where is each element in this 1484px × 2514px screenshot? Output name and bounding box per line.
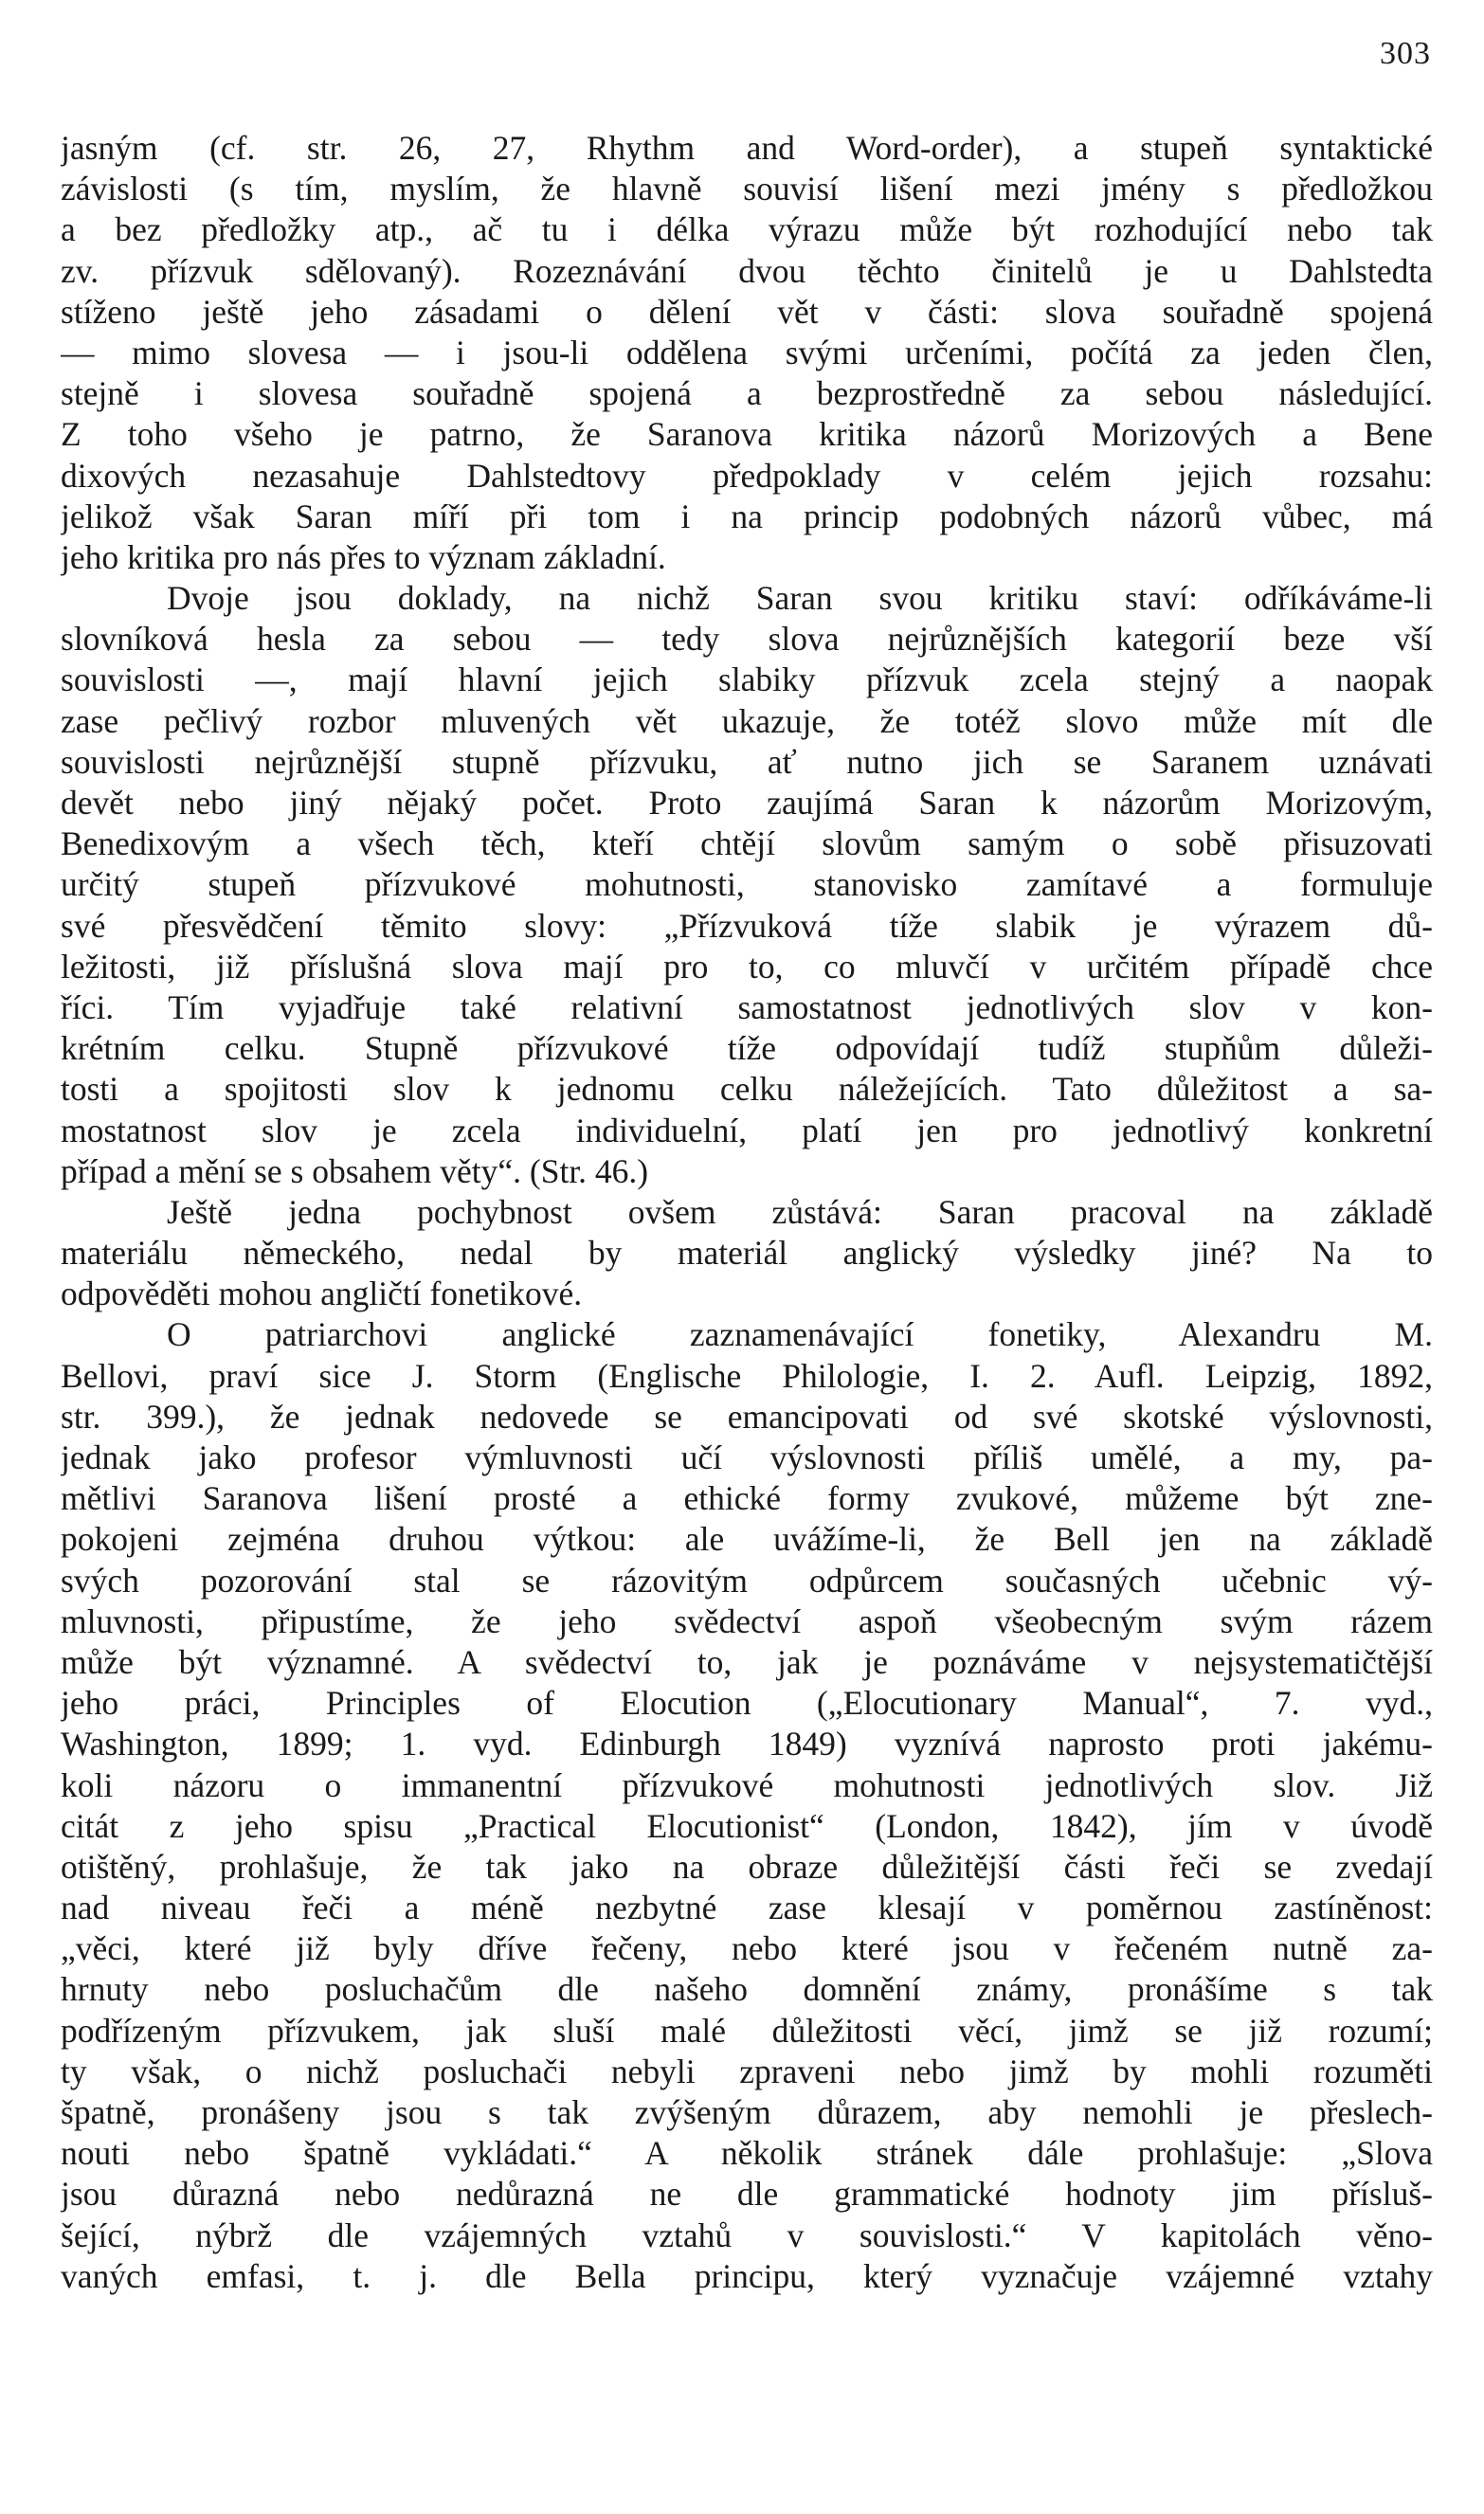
text-line: stejně i slovesa souřadně spojená a bezprostředně za sebou následující. bbox=[61, 374, 1433, 413]
text-line: podřízeným přízvukem, jak sluší malé důležitosti věcí, jimž se již rozumí; bbox=[61, 2011, 1433, 2050]
text-line: citát z jeho spisu „Practical Elocutionist“ (London, 1842), jím v úvodě bbox=[61, 1806, 1433, 1845]
text-line: špatně, pronášeny jsou s tak zvýšeným důrazem, aby nemohli je přeslech- bbox=[61, 2093, 1433, 2131]
text-line: mostatnost slov je zcela individuelní, platí jen pro jednotlivý konkretní bbox=[61, 1111, 1433, 1149]
text-line: hrnuty nebo posluchačům dle našeho domnění známy, pronášíme s tak bbox=[61, 1970, 1433, 2009]
text-line: mluvnosti, připustíme, že jeho svědectví aspoň všeobecným svým rázem bbox=[61, 1601, 1433, 1640]
text-line: krétním celku. Stupně přízvukové tíže odpovídají tudíž stupňům důleži- bbox=[61, 1029, 1433, 1068]
text-line: jasným (cf. str. 26, 27, Rhythm and Word-order), a stupeň syntaktické bbox=[61, 129, 1433, 167]
text-line: koli názoru o immanentní přízvukové mohutnosti jednotlivých slov. Již bbox=[61, 1765, 1433, 1804]
text-line: jednak jako profesor výmluvnosti učí výslovnosti příliš umělé, a my, pa- bbox=[61, 1438, 1433, 1476]
text-line: nad niveau řeči a méně nezbytné zase klesají v poměrnou zastíněnost: bbox=[61, 1889, 1433, 1927]
text-line: určitý stupeň přízvukové mohutnosti, stanovisko zamítavé a formuluje bbox=[61, 865, 1433, 904]
paragraph bbox=[61, 578, 1433, 1192]
text-line: jsou důrazná nebo nedůrazná ne dle grammatické hodnoty jim přísluš- bbox=[61, 2175, 1433, 2214]
text-line: své přesvědčení těmito slovy: „Přízvuková tíže slabik je výrazem dů- bbox=[61, 906, 1433, 945]
text-line: šející, nýbrž dle vzájemných vztahů v souvislosti.“ V kapitolách věno- bbox=[61, 2216, 1433, 2254]
text-line: případ a mění se s obsahem věty“. (Str. 46.) bbox=[61, 1151, 649, 1190]
text-line: O patriarchovi anglické zaznamenávající fonetiky, Alexandru M. bbox=[167, 1315, 1433, 1354]
text-line: souvislosti —, mají hlavní jejich slabiky přízvuk zcela stejný a naopak bbox=[61, 660, 1433, 699]
text-line: jeho kritika pro nás přes to význam základní. bbox=[61, 537, 666, 576]
text-line: Bellovi, praví sice J. Storm (Englische Philologie, I. 2. Aufl. Leipzig, 1892, bbox=[61, 1356, 1433, 1395]
text-line: a bez předložky atp., ač tu i délka výrazu může být rozhodující nebo tak bbox=[61, 210, 1433, 249]
text-line: stíženo ještě jeho zásadami o dělení vět v části: slova souřadně spojená bbox=[61, 292, 1433, 331]
text-line: Dvoje jsou doklady, na nichž Saran svou kritiku staví: odříkáváme-li bbox=[167, 579, 1433, 618]
text-line: devět nebo jiný nějaký počet. Proto zaujímá Saran k názorům Morizovým, bbox=[61, 784, 1433, 822]
text-line: souvislosti nejrůznější stupně přízvuku, ať nutno jich se Saranem uznávati bbox=[61, 742, 1433, 781]
text-line: jeho práci, Principles of Elocution („Elocutionary Manual“, 7. vyd., bbox=[61, 1684, 1433, 1723]
text-line: dixových nezasahuje Dahlstedtovy předpoklady v celém jejich rozsahu: bbox=[61, 456, 1433, 495]
text-line: „věci, které již byly dříve řečeny, nebo které jsou v řečeném nutně za- bbox=[61, 1929, 1433, 1968]
text-line: svých pozorování stal se rázovitým odpůrcem současných učebnic vý- bbox=[61, 1561, 1433, 1600]
text-line: Z toho všeho je patrno, že Saranova kritika názorů Morizových a Bene bbox=[61, 415, 1433, 454]
text-line: — mimo slovesa — i jsou-li oddělena svými určeními, počítá za jeden člen, bbox=[61, 333, 1433, 371]
text-line: může být významné. A svědectví to, jak je poznáváme v nejsystematičtější bbox=[61, 1642, 1433, 1681]
text-line: zase pečlivý rozbor mluvených vět ukazuje, že totéž slovo může mít dle bbox=[61, 701, 1433, 740]
text-line: Ještě jedna pochybnost ovšem zůstává: Saran pracoval na základě bbox=[167, 1192, 1433, 1231]
text-line: závislosti (s tím, myslím, že hlavně souvisí lišení mezi jmény s předložkou bbox=[61, 170, 1433, 208]
body-text bbox=[61, 128, 1433, 2297]
text-line: str. 399.), že jednak nedovede se emancipovati od své skotské výslovnosti, bbox=[61, 1397, 1433, 1436]
paragraph bbox=[61, 1314, 1433, 2297]
text-line: otištěný, prohlašuje, že tak jako na obraze důležitější části řeči se zvedají bbox=[61, 1847, 1433, 1886]
text-line: nouti nebo špatně vykládati.“ A několik stránek dále prohlašuje: „Slova bbox=[61, 2134, 1433, 2173]
page-number: 303 bbox=[1380, 36, 1431, 71]
text-line: odpověděti mohou angličtí fonetikové. bbox=[61, 1275, 583, 1313]
text-line: ty však, o nichž posluchači nebyli zpraveni nebo jimž by mohli rozuměti bbox=[61, 2052, 1433, 2090]
text-line: ležitosti, již příslušná slova mají pro to, co mluvčí v určitém případě chce bbox=[61, 947, 1433, 986]
text-line: slovníková hesla za sebou — tedy slova nejrůznějších kategorií beze vší bbox=[61, 620, 1433, 659]
text-line: zv. přízvuk sdělovaný). Rozeznávání dvou těchto činitelů je u Dahlstedta bbox=[61, 251, 1433, 290]
text-line: tosti a spojitosti slov k jednomu celku náležejících. Tato důležitost a sa- bbox=[61, 1070, 1433, 1109]
paragraph bbox=[61, 128, 1433, 578]
paragraph bbox=[61, 1192, 1433, 1315]
text-line: říci. Tím vyjadřuje také relativní samostatnost jednotlivých slov v kon- bbox=[61, 987, 1433, 1026]
text-line: Washington, 1899; 1. vyd. Edinburgh 1849) vyznívá naprosto proti jakému- bbox=[61, 1725, 1433, 1763]
text-line: materiálu německého, nedal by materiál anglický výsledky jiné? Na to bbox=[61, 1234, 1433, 1273]
text-line: pokojeni zejména druhou výtkou: ale uvážíme-li, že Bell jen na základě bbox=[61, 1520, 1433, 1559]
text-line: vaných emfasi, t. j. dle Bella principu, který vyznačuje vzájemné vztahy bbox=[61, 2256, 1433, 2295]
text-line: mětlivi Saranova lišení prosté a ethické formy zvukové, můžeme být zne- bbox=[61, 1479, 1433, 1518]
text-line: jelikož však Saran míří při tom i na princip podobných názorů vůbec, má bbox=[61, 497, 1433, 535]
text-line: Benedixovým a všech těch, kteří chtějí slovům samým o sobě přisuzovati bbox=[61, 824, 1433, 863]
